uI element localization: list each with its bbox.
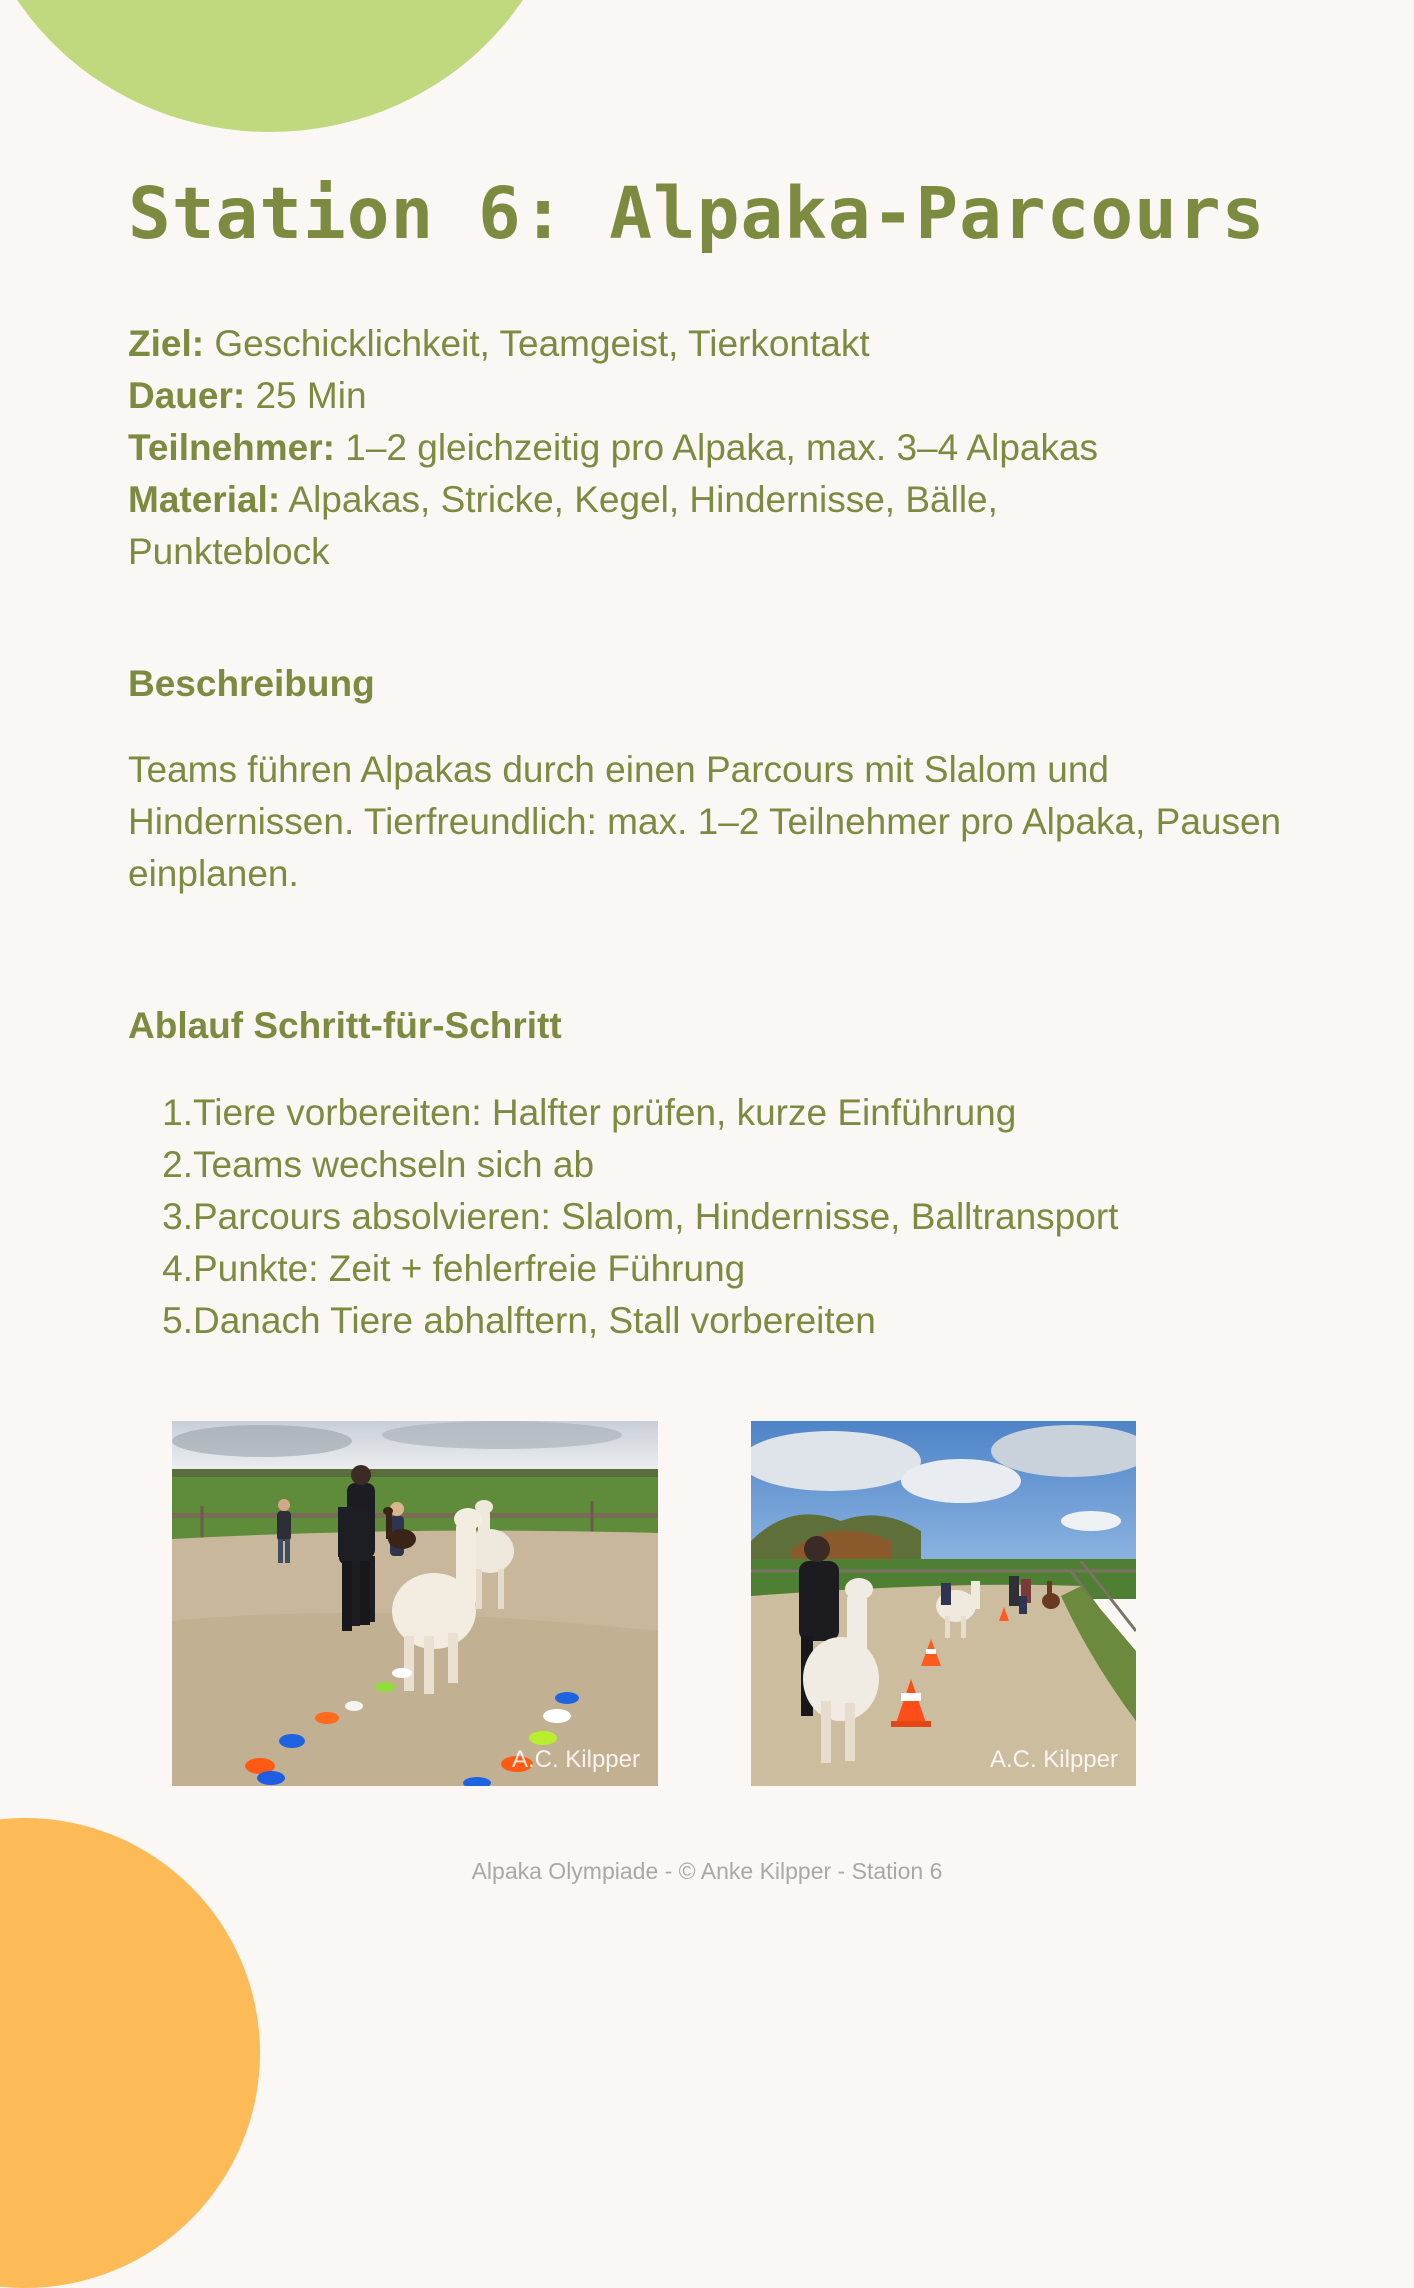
photo-credit: A.C. Kilpper	[511, 1746, 640, 1773]
page-title: Station 6: Alpaka-Parcours	[128, 172, 1266, 255]
material-label: Material:	[128, 479, 281, 520]
beschreibung-text: Teams führen Alpakas durch einen Parcours mit Slalom und Hindernissen. Tierfreundlich: max. 1–2 Teilnehmer pro Alpaka, Pausen einplanen.	[128, 749, 1282, 894]
photo-1-illustration	[172, 1421, 658, 1786]
list-item	[128, 1087, 1118, 1139]
page-footer: Alpaka Olympiade - © Anke Kilpper - Station 6	[471, 1858, 943, 1884]
step-text: Tiere vorbereiten: Halfter prüfen, kurze Einführung	[193, 1092, 1017, 1133]
info-material	[128, 474, 1088, 578]
step-text: Danach Tiere abhalftern, Stall vorbereiten	[193, 1300, 876, 1341]
ziel-label: Ziel:	[128, 323, 205, 364]
teilnehmer-label: Teilnehmer:	[128, 427, 335, 468]
station-info	[128, 318, 1278, 578]
ablauf-heading: Ablauf Schritt-für-Schritt	[128, 1005, 562, 1046]
list-item	[128, 1139, 1118, 1191]
photo-credit: A.C. Kilpper	[989, 1746, 1118, 1773]
step-number: 5.	[162, 1300, 193, 1341]
info-ziel	[128, 318, 1278, 370]
step-text: Punkte: Zeit + fehlerfreie Führung	[193, 1248, 746, 1289]
info-dauer	[128, 370, 1278, 422]
teilnehmer-value: 1–2 gleichzeitig pro Alpaka, max. 3–4 Alpakas	[345, 427, 1099, 468]
step-text: Parcours absolvieren: Slalom, Hindernisse, Balltransport	[193, 1196, 1119, 1237]
decor-orange-circle	[0, 1818, 260, 2288]
dauer-value: 25 Min	[255, 375, 367, 416]
step-number: 4.	[162, 1248, 193, 1289]
decor-green-circle	[0, 0, 570, 132]
info-teilnehmer	[128, 422, 1278, 474]
ziel-value: Geschicklichkeit, Teamgeist, Tierkontakt	[214, 323, 870, 364]
photo-2-illustration	[751, 1421, 1136, 1786]
list-item	[128, 1191, 1118, 1243]
alpaka-parcours-photo-1	[172, 1421, 658, 1786]
list-item	[128, 1243, 1118, 1295]
step-text: Teams wechseln sich ab	[193, 1144, 595, 1185]
alpaka-parcours-photo-2	[751, 1421, 1136, 1786]
dauer-label: Dauer:	[128, 375, 246, 416]
material-value: Alpakas, Stricke, Kegel, Hindernisse, Bälle, Punkteblock	[128, 479, 998, 572]
step-number: 3.	[162, 1196, 193, 1237]
list-item	[128, 1295, 1118, 1347]
beschreibung-heading: Beschreibung	[128, 663, 375, 704]
step-number: 1.	[162, 1092, 193, 1133]
step-number: 2.	[162, 1144, 193, 1185]
step-list	[128, 1087, 1118, 1347]
